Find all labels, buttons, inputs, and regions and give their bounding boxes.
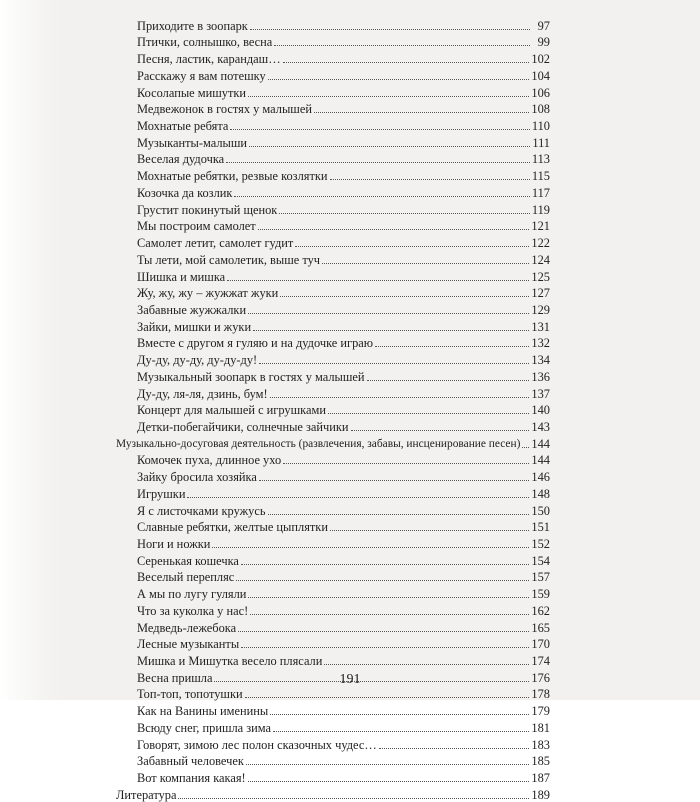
toc-dot-leader — [178, 798, 529, 799]
toc-entry-page: 170 — [531, 637, 550, 652]
toc-dot-leader — [367, 380, 530, 381]
toc-entry — [116, 451, 550, 468]
toc-dot-leader — [375, 346, 529, 347]
toc-dot-leader — [212, 547, 529, 548]
toc-entry-page: 174 — [531, 654, 550, 669]
toc-entry-title: Как на Ванины именины — [137, 704, 269, 719]
toc-section-entry — [116, 785, 550, 802]
toc-entry-title: Зайки, мишки и жуки — [137, 319, 252, 334]
toc-dot-leader — [226, 162, 530, 163]
toc-entry — [116, 284, 550, 301]
toc-entry — [116, 484, 550, 501]
toc-entry — [116, 334, 550, 351]
toc-entry-title: Весна пришла — [137, 670, 213, 685]
toc-dot-leader — [268, 514, 530, 515]
toc-dot-leader — [280, 296, 529, 297]
toc-entry-title: Ноги и ножки — [137, 537, 211, 551]
toc-entry — [116, 233, 550, 250]
toc-entry-title: Мохнатые ребята — [137, 119, 229, 134]
toc-entry — [116, 133, 550, 150]
toc-entry-title: Медвежонок в гостях у малышей — [137, 102, 312, 117]
toc-entry-page: 151 — [531, 520, 550, 535]
toc-dot-leader — [268, 79, 530, 80]
toc-entry-page: 125 — [531, 269, 550, 284]
toc-dot-leader — [330, 179, 530, 180]
toc-entry-title: Песня, ластик, карандаш… — [137, 52, 281, 67]
toc-entry-page: 117 — [531, 185, 550, 200]
toc-entry-page: 183 — [531, 737, 550, 752]
toc-dot-leader — [259, 363, 529, 364]
toc-entry-page: 146 — [531, 470, 550, 485]
toc-entry-title: Приходите в зоопарк — [137, 18, 248, 33]
toc-entry-page: 99 — [537, 35, 550, 50]
toc-entry-page: 140 — [531, 403, 550, 418]
toc-entry-page: 122 — [531, 236, 550, 251]
toc-dot-leader — [248, 96, 529, 97]
toc-entry-title: Вместе с другом я гуляю и на дудочке играю — [137, 336, 374, 351]
toc-entry-title: Лесные музыканты — [137, 637, 240, 652]
toc-entry-page: 143 — [531, 419, 550, 434]
toc-dot-leader — [259, 480, 530, 481]
toc-entry-title: Мы построим самолет — [137, 219, 256, 234]
toc-entry — [116, 417, 550, 434]
toc-entry — [116, 551, 550, 568]
toc-entry-page: 154 — [531, 553, 550, 568]
toc-entry — [116, 49, 550, 66]
toc-dot-leader — [330, 530, 529, 531]
toc-entry-title: Комочек пуха, длинное ухо — [137, 453, 282, 468]
toc-dot-leader — [273, 731, 529, 732]
toc-entry-page: 132 — [531, 336, 550, 351]
toc-entry — [116, 166, 550, 183]
toc-entry — [116, 618, 550, 635]
toc-dot-leader — [379, 748, 530, 749]
toc-entry-title: Говорят, зимою лес полон сказочных чудес… — [137, 737, 377, 752]
toc-dot-leader — [245, 697, 530, 698]
toc-entry-page: 97 — [537, 18, 550, 33]
toc-dot-leader — [227, 280, 529, 281]
toc-entry-page: 152 — [531, 537, 550, 551]
toc-dot-leader — [248, 313, 529, 314]
toc-entry — [116, 250, 550, 267]
toc-entry — [116, 367, 550, 384]
toc-section-entry — [116, 434, 550, 451]
toc-entry-page: 102 — [531, 52, 550, 67]
toc-entry-title: Забавный человечек — [137, 754, 244, 769]
toc-entry — [116, 116, 550, 133]
toc-entry-title: Жу, жу, жу – жужжат жуки — [137, 286, 279, 301]
toc-entry — [116, 200, 550, 217]
toc-dot-leader — [249, 146, 530, 147]
toc-dot-leader — [248, 597, 529, 598]
toc-entry — [116, 768, 550, 785]
toc-entry — [116, 16, 550, 33]
toc-entry — [116, 33, 550, 50]
toc-entry-title: Самолет летит, самолет гудит — [137, 236, 294, 251]
toc-dot-leader — [258, 229, 530, 230]
toc-entry-page: 137 — [531, 386, 550, 401]
toc-entry-title: Топ-топ, топотушки — [137, 687, 243, 702]
toc-entry-page: 144 — [531, 436, 550, 451]
toc-entry-page: 106 — [531, 85, 550, 100]
toc-entry — [116, 584, 550, 601]
toc-entry-page: 110 — [531, 119, 550, 134]
toc-entry-title: Литература — [116, 787, 177, 802]
toc-entry — [116, 701, 550, 718]
toc-dot-leader — [241, 564, 530, 565]
toc-entry-page: 179 — [531, 704, 550, 719]
toc-entry — [116, 735, 550, 752]
toc-entry-page: 119 — [531, 202, 550, 217]
toc-entry-page: 187 — [531, 771, 550, 786]
toc-entry-title: Забавные жужжалки — [137, 302, 247, 317]
toc-dot-leader — [283, 463, 529, 464]
toc-entry — [116, 66, 550, 83]
toc-entry — [116, 401, 550, 418]
toc-entry-page: 176 — [531, 670, 550, 685]
toc-entry-title: Я с листочками кружусь — [137, 503, 266, 518]
toc-dot-leader — [279, 213, 530, 214]
toc-entry-page: 157 — [531, 570, 550, 585]
toc-entry-page: 189 — [531, 787, 550, 802]
toc-entry — [116, 467, 550, 484]
toc-entry-page: 127 — [531, 286, 550, 301]
toc-entry-page: 108 — [531, 102, 550, 117]
toc-entry — [116, 568, 550, 585]
toc-entry-title: Вот компания какая! — [137, 771, 246, 786]
toc-dot-leader — [238, 631, 529, 632]
toc-entry-title: Что за куколка у нас! — [137, 603, 249, 618]
toc-entry-title: Медведь-лежебока — [137, 620, 237, 635]
toc-dot-leader — [250, 29, 530, 30]
toc-entry-page: 115 — [531, 169, 550, 184]
toc-dot-leader — [314, 112, 529, 113]
toc-entry-title: Музыкальный зоопарк в гостях у малышей — [137, 369, 365, 384]
toc-dot-leader — [295, 246, 529, 247]
toc-entry-title: Веселый перепляс — [137, 570, 235, 585]
toc-entry-title: Детки-побегайчики, солнечные зайчики — [137, 419, 349, 434]
toc-entry — [116, 217, 550, 234]
toc-entry-page: 181 — [531, 720, 550, 735]
toc-entry-page: 185 — [531, 754, 550, 769]
toc-entry — [116, 150, 550, 167]
toc-entry — [116, 83, 550, 100]
toc-entry-title: Мишка и Мишутка весело плясали — [137, 654, 323, 669]
toc-entry-page: 121 — [531, 219, 550, 234]
toc-entry-page: 162 — [531, 603, 550, 618]
toc-dot-leader — [241, 647, 529, 648]
toc-entry-title: Козочка да козлик — [137, 185, 233, 200]
toc-entry-title: Ду-ду, ду-ду, ду-ду-ду! — [137, 353, 258, 368]
toc-entry-title: Музыканты-малыши — [137, 135, 247, 150]
toc-dot-leader — [324, 664, 529, 665]
toc-entry — [116, 100, 550, 117]
toc-entry-title: Всюду снег, пришла зима — [137, 720, 272, 735]
toc-entry — [116, 534, 550, 551]
toc-entry-page: 104 — [531, 68, 550, 83]
toc-dot-leader — [250, 614, 529, 615]
toc-dot-leader — [246, 764, 530, 765]
toc-dot-leader — [187, 497, 529, 498]
toc-entry-title: Веселая дудочка — [137, 152, 225, 167]
toc-entry-page: 129 — [531, 302, 550, 317]
toc-dot-leader — [522, 447, 529, 448]
toc-entry — [116, 635, 550, 652]
toc-entry-title: Птички, солнышко, весна — [137, 35, 273, 50]
toc-entry-title: Грустит покинутый щенок — [137, 202, 278, 217]
toc-entry — [116, 718, 550, 735]
toc-entry-title: Славные ребятки, желтые цыплятки — [137, 520, 328, 535]
toc-entry — [116, 518, 550, 535]
toc-entry — [116, 601, 550, 618]
toc-dot-leader — [351, 430, 530, 431]
toc-entry-page: 148 — [531, 486, 550, 501]
toc-entry-title: Шишка и мишка — [137, 269, 226, 284]
toc-entry-title: Косолапые мишутки — [137, 85, 247, 100]
toc-dot-leader — [236, 580, 529, 581]
toc-entry-title: Расскажу я вам потешку — [137, 68, 266, 83]
toc-entry-title: Мохнатые ребятки, резвые козлятки — [137, 169, 328, 184]
toc-entry — [116, 300, 550, 317]
toc-entry-title: Концерт для малышей с игрушками — [137, 403, 326, 418]
toc-entry-title: Игрушки — [137, 486, 186, 501]
toc-dot-leader — [270, 397, 530, 398]
toc-entry-page: 165 — [531, 620, 550, 635]
toc-entry-page: 111 — [532, 135, 550, 150]
toc-entry-page: 159 — [531, 587, 550, 602]
toc-entry-title: Серенькая кошечка — [137, 553, 239, 568]
toc-entry-page: 178 — [531, 687, 550, 702]
toc-entry-title: Ду-ду, ля-ля, дзинь, бум! — [137, 386, 268, 401]
toc-entry-title: А мы по лугу гуляли — [137, 587, 247, 602]
toc-dot-leader — [270, 714, 529, 715]
toc-dot-leader — [322, 263, 529, 264]
page-margin-shadow — [0, 0, 60, 700]
toc-entry — [116, 384, 550, 401]
toc-entry-page: 144 — [531, 453, 550, 468]
toc-entry — [116, 501, 550, 518]
toc-dot-leader — [328, 413, 529, 414]
toc-entry-title: Музыкально-досуговая деятельность (развлечения, забавы, инсценирование песен) — [116, 437, 521, 450]
toc-dot-leader — [253, 330, 529, 331]
toc-entry-page: 113 — [531, 152, 550, 167]
toc-entry-title: Ты лети, мой самолетик, выше туч — [137, 252, 321, 267]
toc-dot-leader — [283, 62, 530, 63]
toc-entry-page: 136 — [531, 369, 550, 384]
toc-entry — [116, 651, 550, 668]
toc-entry — [116, 752, 550, 769]
toc-entry — [116, 267, 550, 284]
toc-entry-page: 134 — [531, 353, 550, 368]
page-number: 191 — [339, 672, 361, 687]
toc-entry-title: Зайку бросила хозяйка — [137, 470, 257, 485]
toc-dot-leader — [234, 196, 529, 197]
toc-entry-page: 124 — [531, 252, 550, 267]
toc-entry — [116, 183, 550, 200]
toc-entry — [116, 317, 550, 334]
toc-entry-page: 150 — [531, 503, 550, 518]
toc-dot-leader — [230, 129, 529, 130]
toc-entry — [116, 350, 550, 367]
toc-entry-page: 131 — [531, 319, 550, 334]
toc-dot-leader — [248, 781, 530, 782]
toc-dot-leader — [274, 45, 530, 46]
